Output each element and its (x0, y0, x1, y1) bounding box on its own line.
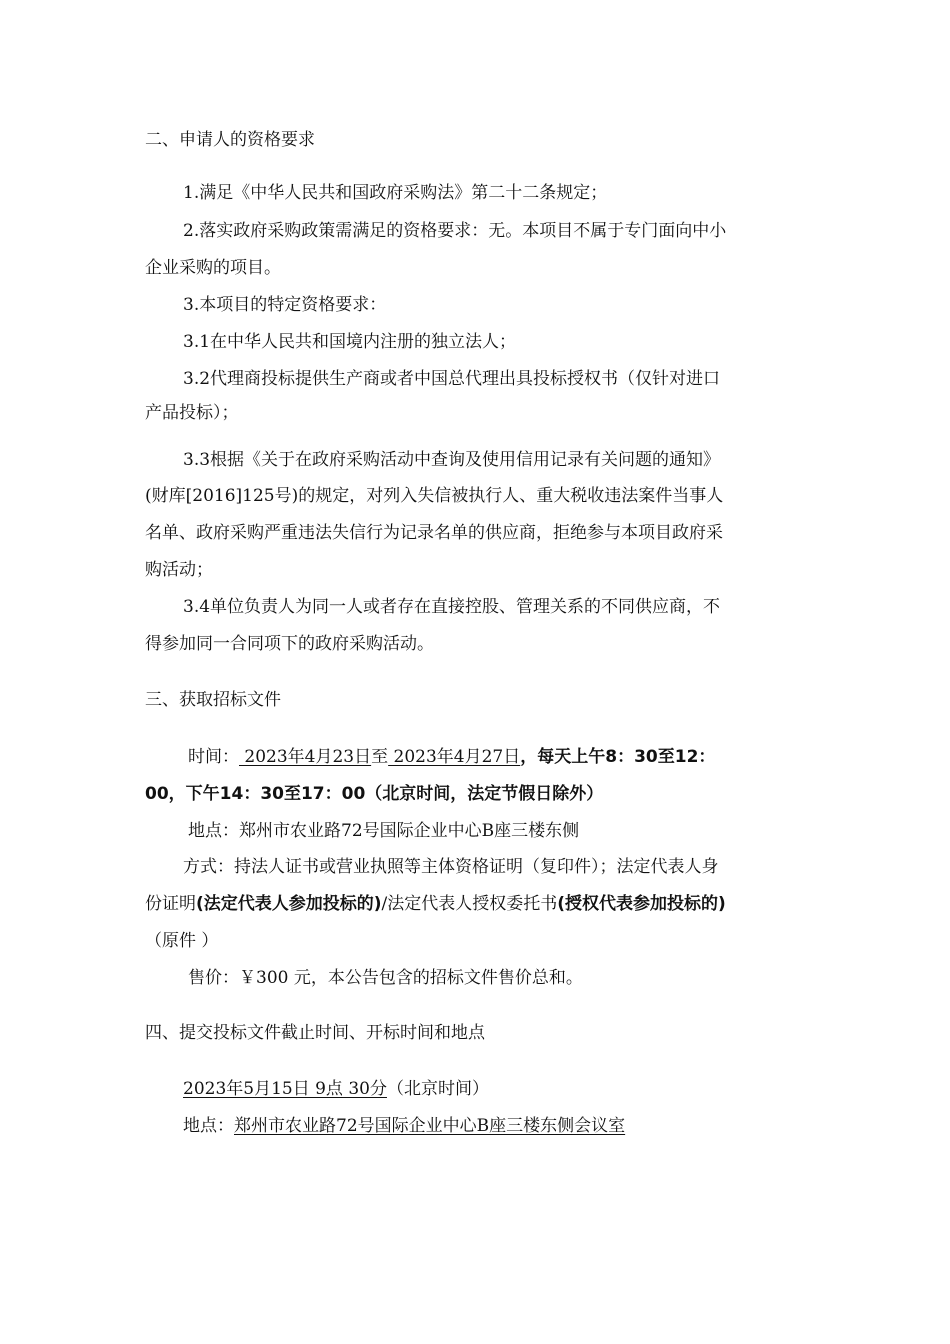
req-item-3: 3.本项目的特定资格要求： (183, 295, 387, 315)
req-item-3-4-line-1: 3.4单位负责人为同一人或者存在直接控股、管理关系的不同供应商，不 (183, 597, 721, 617)
obtain-location: 地点：郑州市农业路72号国际企业中心B座三楼东侧 (188, 821, 580, 841)
opening-location-label: 地点： (183, 1116, 234, 1136)
section-4-heading: 四、提交投标文件截止时间、开标时间和地点 (145, 1023, 485, 1043)
deadline-line (183, 1077, 489, 1101)
section-3-heading: 三、获取招标文件 (145, 690, 281, 710)
req-item-3-1: 3.1在中华人民共和国境内注册的独立法人； (183, 332, 517, 352)
obtain-time-line-2: 00，下午14：30至17：00（北京时间，法定节假日除外） (145, 784, 604, 804)
req-item-2-line-2: 企业采购的项目。 (145, 258, 281, 278)
deadline-timezone: （北京时间） (386, 1079, 489, 1099)
method-authorization: /法定代表人授权委托书 (381, 894, 558, 914)
obtain-price: 售价：￥300 元，本公告包含的招标文件售价总和。 (188, 968, 583, 988)
method-legal-rep-note: (法定代表人参加投标的) (196, 894, 382, 914)
req-item-2-line-1: 2.落实政府采购政策需满足的资格要求：无。本项目不属于专门面向中小 (183, 221, 727, 241)
req-item-1: 1.满足《中华人民共和国政府采购法》第二十二条规定； (183, 183, 608, 203)
opening-location-line (183, 1114, 625, 1138)
method-id-proof: 份证明 (145, 894, 196, 914)
opening-location-value: 郑州市农业路72号国际企业中心B座三楼东侧会议室 (234, 1116, 626, 1136)
method-auth-rep-note: (授权代表参加投标的) (557, 894, 726, 914)
req-item-3-3-line-4: 购活动； (145, 560, 213, 580)
obtain-method-line-2 (145, 892, 726, 916)
req-item-3-3-line-2: (财库[2016]125号)的规定，对列入失信被执行人、重大税收违法案件当事人 (145, 486, 724, 506)
obtain-time-start: 2023年4月23日 (239, 747, 372, 767)
section-2-heading: 二、申请人的资格要求 (145, 130, 315, 150)
deadline-datetime: 2023年5月15日 9点 30分 (183, 1079, 387, 1099)
req-item-3-3-line-3: 名单、政府采购严重违法失信行为记录名单的供应商，拒绝参与本项目政府采 (145, 523, 723, 543)
req-item-3-2-line-1: 3.2代理商投标提供生产商或者中国总代理出具投标授权书（仅针对进口 (183, 369, 721, 389)
req-item-3-4-line-2: 得参加同一合同项下的政府采购活动。 (145, 634, 434, 654)
obtain-time-end: 2023年4月27日 (388, 747, 521, 767)
req-item-3-3-line-1: 3.3根据《关于在政府采购活动中查询及使用信用记录有关问题的通知》 (183, 450, 721, 470)
req-item-3-2-line-2: 产品投标）； (145, 403, 239, 423)
obtain-time-label: 时间： (188, 747, 239, 767)
obtain-daily-hours: ，每天上午8：30至12： (520, 747, 716, 767)
obtain-time-to: 至 (371, 747, 389, 767)
obtain-method-line-1: 方式：持法人证书或营业执照等主体资格证明（复印件）；法定代表人身 (183, 857, 719, 877)
obtain-method-line-3: （原件 ） (145, 931, 219, 951)
obtain-time-line-1 (188, 745, 715, 769)
